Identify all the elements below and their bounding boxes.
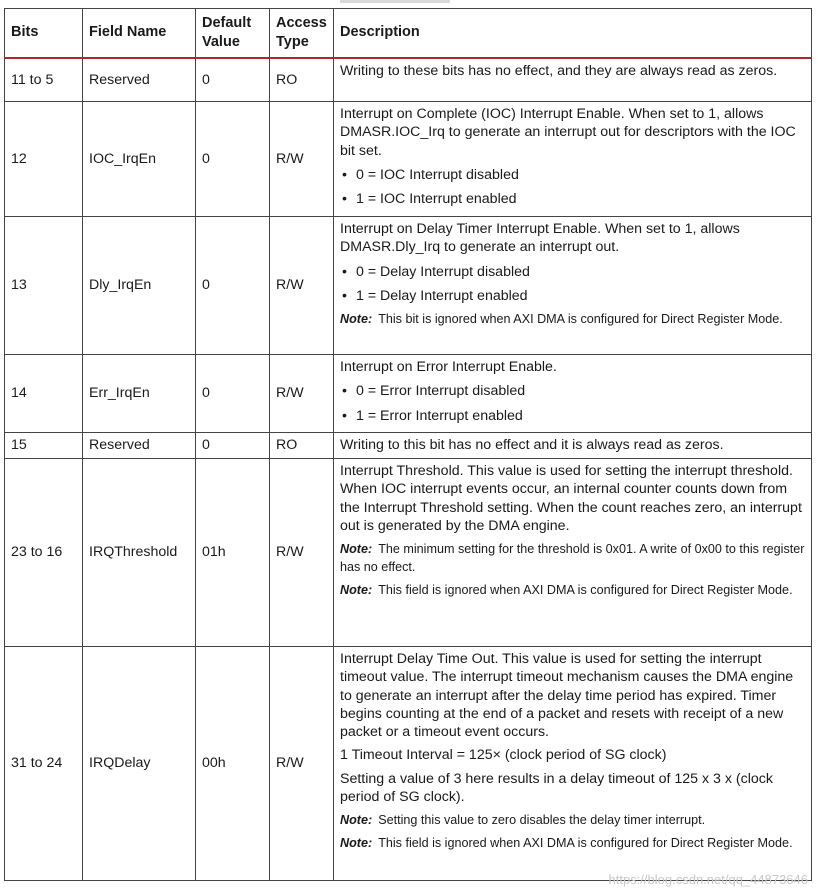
register-field-table	[4, 8, 812, 881]
header-bits: Bits	[5, 9, 83, 58]
cell-default: 01h	[196, 459, 270, 647]
table-header-row	[5, 9, 812, 58]
bullet-icon: •	[342, 407, 347, 424]
description-text: Writing to this bit has no effect and it is always read as zeros.	[340, 437, 724, 453]
watermark: https://blog.csdn.net/qq_44873646	[608, 872, 808, 887]
description-text: Interrupt on Error Interrupt Enable.	[340, 359, 557, 375]
description-text: Interrupt Delay Time Out. This value is used for setting the interrupt timeout value. The interrupt timeout mechanism causes the DMA engine to generate an interrupt after the delay time period has expired. Timer begins counting at the end of a packet and resets with receipt of a new packet or a timeout event occurs.	[340, 651, 794, 741]
bullet-icon: •	[342, 166, 347, 183]
description-text: Interrupt on Complete (IOC) Interrupt Enable. When set to 1, allows DMASR.IOC_Irq to generate an interrupt out for descriptors with the IOC bit set.	[340, 106, 796, 159]
cell-description	[334, 58, 812, 102]
list-item: • 0 = IOC Interrupt disabled	[342, 166, 519, 183]
cell-access: R/W	[270, 102, 334, 217]
note-label: Note:	[340, 312, 373, 327]
cell-description	[334, 102, 812, 217]
cell-default: 0	[196, 433, 270, 459]
bullet-icon: •	[342, 263, 347, 280]
list-item: • 0 = Error Interrupt disabled	[342, 383, 526, 400]
cell-field-name: IOC_IrqEn	[83, 102, 196, 217]
note-label: Note:	[340, 813, 373, 828]
cell-access: RO	[270, 58, 334, 102]
cell-bits: 13	[5, 217, 83, 355]
list-item: • 1 = Error Interrupt enabled	[342, 407, 523, 424]
header-field-name: Field Name	[83, 9, 196, 58]
cell-access: R/W	[270, 355, 334, 433]
table-row	[5, 433, 812, 459]
table-row	[5, 217, 812, 355]
cell-field-name: Dly_IrqEn	[83, 217, 196, 355]
description-text: Writing to these bits has no effect, and they are always read as zeros.	[340, 62, 778, 79]
description-text-2: Setting a value of 3 here results in a delay timeout of 125 x 3 x (clock period of SG clock).	[340, 770, 773, 806]
description-text: Interrupt on Delay Timer Interrupt Enable. When set to 1, allows DMASR.Dly_Irq to generate an interrupt out.	[340, 221, 740, 256]
cell-access: RO	[270, 433, 334, 459]
list-item: • 1 = Delay Interrupt enabled	[342, 287, 528, 304]
cell-default: 0	[196, 355, 270, 433]
list-item: • 1 = IOC Interrupt enabled	[342, 191, 517, 208]
note-label: Note:	[340, 836, 373, 851]
page-top-edge	[340, 0, 450, 3]
note: Note: Setting this value to zero disables the delay timer interrupt.	[340, 813, 706, 828]
list-item: • 0 = Delay Interrupt disabled	[342, 263, 530, 280]
cell-default: 00h	[196, 647, 270, 881]
cell-access: R/W	[270, 217, 334, 355]
cell-field-name: Reserved	[83, 58, 196, 102]
note: Note: The minimum setting for the threshold is 0x01. A write of 0x00 to this register has no effect.	[340, 542, 805, 575]
note-label: Note:	[340, 583, 373, 598]
table-row	[5, 647, 812, 881]
table-row	[5, 459, 812, 647]
cell-description	[334, 217, 812, 355]
cell-bits: 15	[5, 433, 83, 459]
table-row	[5, 355, 812, 433]
cell-bits: 31 to 24	[5, 647, 83, 881]
description-text: Interrupt Threshold. This value is used for setting the interrupt threshold. When IOC interrupt events occur, an internal counter counts down from the Interrupt Threshold setting. When the count reaches zero, an interrupt out is generated by the DMA engine.	[340, 463, 802, 534]
cell-default: 0	[196, 217, 270, 355]
header-description: Description	[334, 9, 812, 58]
cell-description	[334, 459, 812, 647]
bullet-icon: •	[342, 287, 347, 304]
note-label: Note:	[340, 542, 373, 557]
bullet-icon: •	[342, 191, 347, 208]
cell-field-name: Err_IrqEn	[83, 355, 196, 433]
cell-field-name: IRQDelay	[83, 647, 196, 881]
note: Note: This field is ignored when AXI DMA is configured for Direct Register Mode.	[340, 583, 793, 598]
header-access-type: Access Type	[270, 9, 334, 58]
cell-default: 0	[196, 58, 270, 102]
header-default-value: Default Value	[196, 9, 270, 58]
table-row	[5, 102, 812, 217]
note: Note: This bit is ignored when AXI DMA is configured for Direct Register Mode.	[340, 312, 783, 327]
cell-description	[334, 355, 812, 433]
formula-text: 1 Timeout Interval = 125× (clock period of SG clock)	[340, 747, 667, 764]
cell-bits: 11 to 5	[5, 58, 83, 102]
cell-bits: 12	[5, 102, 83, 217]
cell-default: 0	[196, 102, 270, 217]
register-table-container	[4, 8, 811, 881]
bullet-icon: •	[342, 383, 347, 400]
cell-field-name: IRQThreshold	[83, 459, 196, 647]
cell-bits: 14	[5, 355, 83, 433]
cell-description	[334, 433, 812, 459]
cell-field-name: Reserved	[83, 433, 196, 459]
cell-access: R/W	[270, 647, 334, 881]
cell-access: R/W	[270, 459, 334, 647]
note: Note: This field is ignored when AXI DMA is configured for Direct Register Mode.	[340, 836, 793, 851]
cell-bits: 23 to 16	[5, 459, 83, 647]
table-row	[5, 58, 812, 102]
cell-description	[334, 647, 812, 881]
